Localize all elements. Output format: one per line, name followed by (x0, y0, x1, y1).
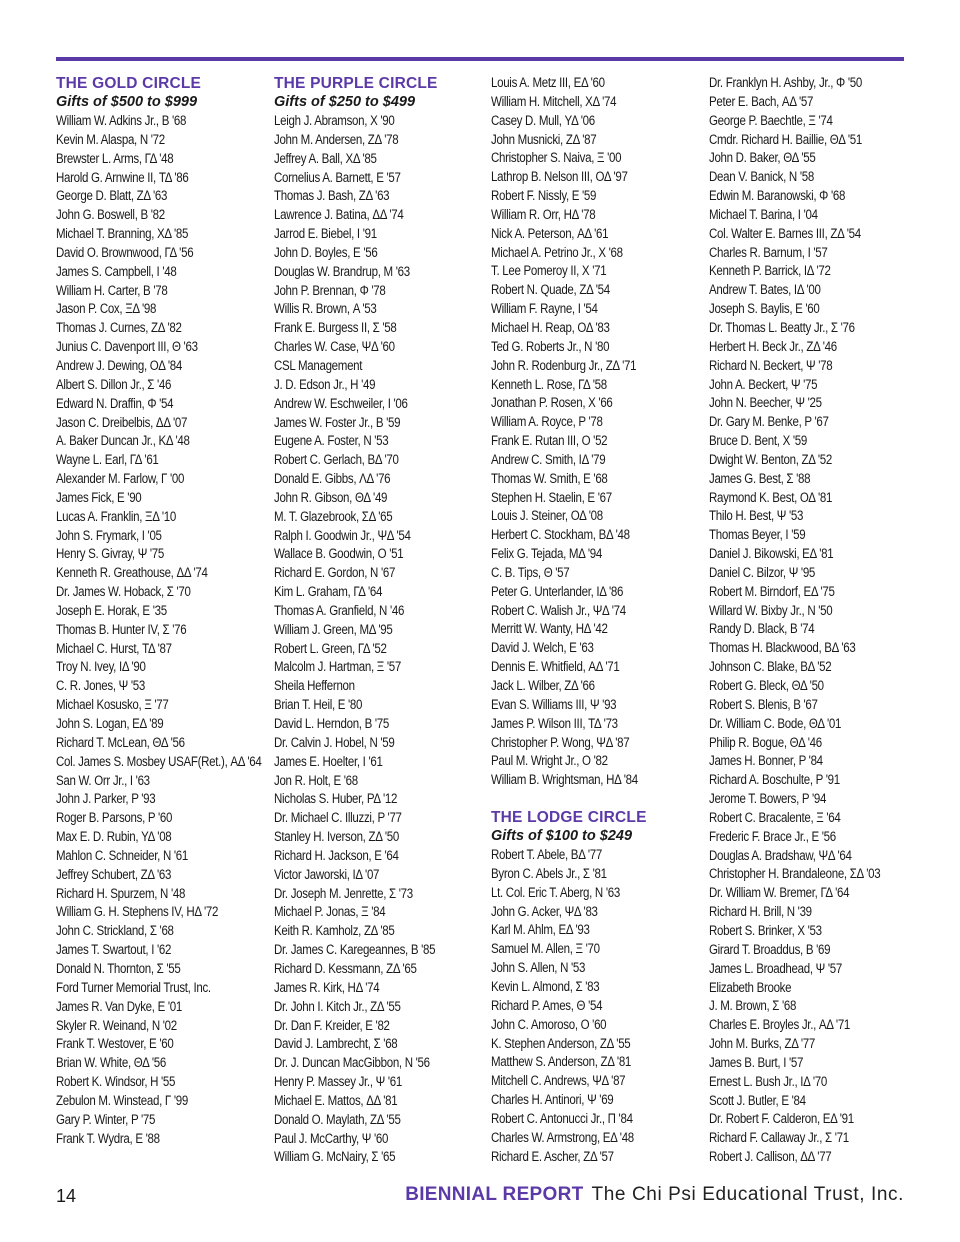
donor-name: James E. Hoelter, Ι '61 (274, 753, 383, 769)
donor-name: John S. Frymark, Ι '05 (56, 527, 162, 543)
donor-name: Frank E. Burgess II, Σ '58 (274, 320, 397, 336)
donor-name: William H. Mitchell, ΧΔ '74 (491, 93, 617, 109)
gold-circle-list (56, 112, 261, 1148)
donor-name: Elizabeth Brooke (709, 979, 792, 995)
donor-name: Jeffrey Schubert, ΖΔ '63 (56, 866, 172, 882)
donor-name: Robert C. Antonucci Jr., Π '84 (491, 1110, 633, 1126)
fourth-column (709, 74, 914, 1167)
donor-name: Dwight W. Benton, ΖΔ '52 (709, 451, 833, 467)
donor-name: Skyler R. Weinand, Ν '02 (56, 1017, 177, 1033)
gold-circle-column (56, 74, 261, 1148)
donor-name: Merritt W. Wanty, ΗΔ '42 (491, 621, 608, 637)
donor-name: Harold G. Arnwine II, ΤΔ '86 (56, 169, 189, 185)
donor-name: Brian W. White, ΘΔ '56 (56, 1055, 166, 1071)
donor-name: John M. Burks, ΖΔ '77 (709, 1036, 815, 1052)
donor-name: Paul M. Wright Jr., Ο '82 (491, 753, 608, 769)
donor-name: Robert G. Bleck, ΘΔ '50 (709, 678, 824, 693)
donor-name: William R. Orr, ΗΔ '78 (491, 206, 596, 222)
donor-name: David J. Lambrecht, Σ '68 (274, 1036, 398, 1052)
donor-name: Peter E. Bach, ΑΔ '57 (709, 93, 814, 109)
donor-name: Richard H. Jackson, Ε '64 (274, 847, 399, 863)
donor-name: Dr. J. Duncan MacGibbon, Ν '56 (274, 1055, 430, 1071)
donor-name: Richard H. Spurzem, Ν '48 (56, 885, 186, 901)
donor-name: Andrew W. Eschweiler, Ι '06 (274, 395, 408, 411)
donor-name: Thomas A. Granfield, Ν '46 (274, 602, 405, 618)
donor-name: Donald E. Gibbs, ΛΔ '76 (274, 471, 391, 487)
section-gap (491, 790, 696, 808)
donor-name: Kevin L. Almond, Σ '83 (491, 978, 600, 994)
donor-name: Brian T. Heil, Ε '80 (274, 697, 363, 713)
donor-name: J. D. Edson Jr., Η '49 (274, 376, 376, 392)
donor-name: Scott J. Butler, Ε '84 (709, 1092, 806, 1108)
donor-name: Dr. William W. Bremer, ΓΔ '64 (709, 885, 850, 901)
donor-name: James B. Burt, Ι '57 (709, 1054, 804, 1070)
donor-name: Thomas B. Hunter IV, Σ '76 (56, 621, 187, 637)
donor-name: Andrew C. Smith, ΙΔ '79 (491, 451, 606, 467)
donor-name: Johnson C. Blake, ΒΔ '52 (709, 659, 832, 675)
donor-name: James W. Foster Jr., Β '59 (274, 414, 401, 430)
donor-name: Christopher P. Wong, ΨΔ '87 (491, 734, 630, 750)
donor-name: Richard D. Kessmann, ΖΔ '65 (274, 960, 417, 976)
donor-name: Charles E. Broyles Jr., ΑΔ '71 (709, 1017, 851, 1033)
donor-name: William G. H. Stephens IV, ΗΔ '72 (56, 904, 219, 920)
lodge-circle-list-continued (709, 74, 914, 1167)
donor-name: Thilo H. Best, Ψ '53 (709, 508, 804, 524)
donor-name: Stephen H. Staelin, Ε '67 (491, 489, 612, 505)
gold-circle-subtitle: Gifts of $500 to $999 (56, 94, 198, 110)
donor-name: Richard P. Ames, Θ '54 (491, 997, 603, 1013)
donor-name: Edwin M. Baranowski, Φ '68 (709, 188, 846, 204)
donor-name: James L. Broadhead, Ψ '57 (709, 960, 842, 976)
donor-name: Roger B. Parsons, Ρ '60 (56, 810, 173, 826)
donor-name: Felix G. Tejada, ΜΔ '94 (491, 546, 602, 562)
donor-name: Randy D. Black, Β '74 (709, 621, 815, 637)
donor-name: Dr. James W. Hoback, Σ '70 (56, 584, 191, 600)
donor-name: George P. Baechtle, Ξ '74 (709, 112, 833, 128)
donor-name: Kenneth L. Rose, ΓΔ '58 (491, 376, 607, 392)
lodge-circle-subtitle: Gifts of $100 to $249 (491, 828, 633, 845)
donor-name: Col. Walter E. Barnes III, ΖΔ '54 (709, 225, 861, 241)
donor-name: M. T. Glazebrook, ΣΔ '65 (274, 508, 393, 524)
donor-name: T. Lee Pomeroy II, Χ '71 (491, 263, 607, 279)
donor-name: William H. Carter, Β '78 (56, 282, 168, 298)
donor-name: Cmdr. Richard H. Baillie, ΘΔ '51 (709, 131, 863, 147)
donor-name: Stanley H. Iverson, ΖΔ '50 (274, 829, 399, 845)
donor-name: William W. Adkins Jr., Β '68 (56, 113, 187, 128)
donor-name: Richard T. McLean, ΘΔ '56 (56, 734, 185, 750)
donor-name: Thomas Beyer, Ι '59 (709, 527, 806, 543)
donor-name: Andrew T. Bates, ΙΔ '00 (709, 282, 821, 298)
donor-name: Bruce D. Bent, Χ '59 (709, 433, 807, 449)
donor-name: Robert C. Bracalente, Ξ '64 (709, 809, 841, 825)
donor-name: Dr. William C. Bode, ΘΔ '01 (709, 715, 842, 731)
donor-name: San W. Orr Jr., Ι '63 (56, 772, 150, 788)
donor-name: J. M. Brown, Σ '68 (709, 998, 797, 1014)
donor-name: William J. Green, ΜΔ '95 (274, 621, 393, 637)
donor-name: Wayne L. Earl, ΓΔ '61 (56, 452, 159, 468)
donor-name: Robert C. Gerlach, ΒΔ '70 (274, 452, 399, 468)
donor-name: Max E. D. Rubin, ΥΔ '08 (56, 829, 172, 845)
donor-name: Frank T. Westover, Ε '60 (56, 1036, 174, 1052)
donor-name: Willis R. Brown, Α '53 (274, 301, 377, 317)
donor-name: Malcolm J. Hartman, Ξ '57 (274, 659, 401, 675)
donor-name: Dr. Thomas L. Beatty Jr., Σ '76 (709, 319, 855, 335)
donor-name: Frederic F. Brace Jr., Ε '56 (709, 828, 836, 844)
donor-name: Dr. John I. Kitch Jr., ΖΔ '55 (274, 998, 401, 1014)
donor-name: Dr. Robert F. Calderon, ΕΔ '91 (709, 1111, 854, 1127)
page-number: 14 (56, 1186, 77, 1206)
donor-name: Dr. Gary M. Benke, Ρ '67 (709, 414, 829, 430)
donor-name: Lt. Col. Eric T. Aberg, Ν '63 (491, 884, 620, 900)
donor-name: Nicholas S. Huber, ΡΔ '12 (274, 791, 398, 807)
donor-name: Casey D. Mull, ΥΔ '06 (491, 112, 595, 128)
donor-name: Wallace B. Goodwin, Ο '51 (274, 546, 404, 562)
donor-name: Alexander M. Farlow, Γ '00 (56, 471, 185, 487)
donor-name: Richard A. Boschulte, Ρ '91 (709, 772, 840, 788)
donor-name: Andrew J. Dewing, ΟΔ '84 (56, 357, 182, 373)
donor-name: John C. Strickland, Σ '68 (56, 923, 174, 939)
donor-name: Paul J. McCarthy, Ψ '60 (274, 1130, 389, 1146)
donor-name: Daniel J. Bikowski, ΕΔ '81 (709, 546, 834, 562)
donor-name: Henry S. Givray, Ψ '75 (56, 546, 165, 562)
donor-name: David O. Brownwood, ΓΔ '56 (56, 244, 194, 260)
donor-name: Ford Turner Memorial Trust, Inc. (56, 979, 211, 995)
donor-name: Byron C. Abels Jr., Σ '81 (491, 865, 607, 881)
donor-name: Thomas J. Curnes, ΖΔ '82 (56, 320, 182, 336)
donor-name: Kevin M. Alaspa, Ν '72 (56, 131, 165, 147)
donor-name: Louis A. Metz III, ΕΔ '60 (491, 75, 605, 90)
donor-name: Christopher S. Naiva, Ξ '00 (491, 150, 622, 166)
donor-name: Jason P. Cox, ΞΔ '98 (56, 301, 157, 317)
donor-name: John R. Rodenburg Jr., ΖΔ '71 (491, 357, 637, 373)
donor-name: Joseph E. Horak, Ε '35 (56, 602, 167, 618)
donor-name: Robert J. Callison, ΔΔ '77 (709, 1149, 832, 1165)
donor-name: Thomas J. Bash, ΖΔ '63 (274, 188, 390, 204)
donor-name: Douglas A. Bradshaw, ΨΔ '64 (709, 847, 852, 863)
donor-name: John G. Boswell, Β '82 (56, 207, 165, 223)
donor-name: John G. Acker, ΨΔ '83 (491, 903, 598, 919)
donor-name: Michael H. Reap, ΟΔ '83 (491, 319, 610, 335)
donor-name: John D. Boyles, Ε '56 (274, 244, 378, 260)
donor-name: Jason C. Dreibelbis, ΔΔ '07 (56, 414, 188, 430)
donor-name: Samuel M. Allen, Ξ '70 (491, 941, 600, 957)
donor-name: A. Baker Duncan Jr., ΚΔ '48 (56, 433, 190, 449)
donor-name: Charles W. Armstrong, ΕΔ '48 (491, 1129, 634, 1145)
donor-name: Philip R. Bogue, ΘΔ '46 (709, 734, 822, 750)
donor-name: Charles W. Case, ΨΔ '60 (274, 339, 395, 355)
donor-name: David L. Herndon, Β '75 (274, 716, 389, 731)
donor-name: Leigh J. Abramson, Χ '90 (274, 113, 395, 128)
donor-name: Junius C. Davenport III, Θ '63 (56, 339, 198, 355)
donor-name: Lucas A. Franklin, ΞΔ '10 (56, 508, 176, 524)
donor-name: William A. Royce, Ρ '78 (491, 414, 603, 430)
donor-name: John N. Beecher, Ψ '25 (709, 395, 822, 411)
donor-name: Donald N. Thornton, Σ '55 (56, 960, 181, 976)
donor-name: C. B. Tips, Θ '57 (491, 564, 570, 580)
donor-name: Dr. Dan F. Kreider, Ε '82 (274, 1017, 390, 1033)
donor-name: Louis J. Steiner, ΟΔ '08 (491, 508, 603, 524)
donor-name: George D. Blatt, ΖΔ '63 (56, 188, 168, 204)
donor-name: Jarrod E. Biebel, Ι '91 (274, 226, 377, 242)
donor-name: C. R. Jones, Ψ '53 (56, 678, 145, 694)
footer-title (405, 1184, 904, 1206)
donor-name: John M. Andersen, ΖΔ '78 (274, 131, 399, 147)
donor-name: John C. Amoroso, Ο '60 (491, 1016, 607, 1032)
donor-name: John J. Parker, Ρ '93 (56, 791, 156, 807)
donor-name: Kim L. Graham, ΓΔ '64 (274, 584, 383, 600)
donor-name: John D. Baker, ΘΔ '55 (709, 150, 816, 166)
donor-name: Dean V. Banick, Ν '58 (709, 169, 814, 185)
donor-name: Robert N. Quade, ΖΔ '54 (491, 282, 610, 298)
donor-name: Michael P. Jonas, Ξ '84 (274, 904, 386, 920)
donor-name: Sheila Heffernon (274, 678, 355, 694)
donor-name: Matthew S. Anderson, ΖΔ '81 (491, 1054, 632, 1070)
donor-name: Peter G. Unterlander, ΙΔ '86 (491, 583, 624, 599)
donor-name: Herbert H. Beck Jr., ΖΔ '46 (709, 338, 837, 354)
donor-name: Jack L. Wilber, ΖΔ '66 (491, 678, 595, 693)
donor-name: Kenneth R. Greathouse, ΔΔ '74 (56, 565, 208, 581)
donor-name: Albert S. Dillon Jr., Σ '46 (56, 376, 172, 392)
donor-name: Robert M. Birndorf, ΕΔ '75 (709, 583, 835, 599)
donor-name: David J. Welch, Ε '63 (491, 640, 594, 656)
footer-organization: The Chi Psi Educational Trust, Inc. (591, 1184, 904, 1205)
donor-name: Frank T. Wydra, Ε '88 (56, 1130, 160, 1146)
donor-name: Dennis E. Whitfield, ΑΔ '71 (491, 659, 620, 675)
donor-name: Mahlon C. Schneider, Ν '61 (56, 847, 189, 863)
donor-name: Raymond K. Best, ΟΔ '81 (709, 489, 833, 505)
donor-name: John A. Beckert, Ψ '75 (709, 376, 818, 392)
donor-name: Evan S. Williams III, Ψ '93 (491, 696, 617, 712)
donor-name: Robert T. Abele, ΒΔ '77 (491, 847, 602, 863)
donor-name: William B. Wrightsman, ΗΔ '84 (491, 772, 638, 788)
donor-name: CSL Management (274, 357, 363, 373)
donor-name: Michael E. Mattos, ΔΔ '81 (274, 1092, 398, 1108)
donor-name: Robert K. Windsor, Η '55 (56, 1074, 176, 1090)
donor-name: John S. Allen, Ν '53 (491, 960, 586, 976)
donor-name: Victor Jaworski, ΙΔ '07 (274, 866, 380, 882)
donor-name: Zebulon M. Winstead, Γ '99 (56, 1092, 188, 1108)
donor-name: Girard T. Broaddus, Β '69 (709, 941, 831, 957)
purple-circle-column (274, 74, 479, 1167)
donor-name: Mitchell C. Andrews, ΨΔ '87 (491, 1073, 626, 1089)
donor-name: Herbert C. Stockham, ΒΔ '48 (491, 527, 630, 543)
donor-name: Thomas H. Blackwood, ΒΔ '63 (709, 640, 856, 656)
donor-name: Richard E. Ascher, ΖΔ '57 (491, 1148, 614, 1164)
donor-name: James S. Campbell, Ι '48 (56, 263, 177, 279)
donor-name: Richard F. Callaway Jr., Σ '71 (709, 1130, 849, 1146)
donor-name: Charles H. Antinori, Ψ '69 (491, 1092, 614, 1108)
donor-name: Charles R. Barnum, Ι '57 (709, 244, 828, 260)
donor-name: Frank E. Rutan III, Ο '52 (491, 433, 608, 449)
donor-name: Christopher H. Brandaleone, ΣΔ '03 (709, 866, 881, 882)
donor-name: K. Stephen Anderson, ΖΔ '55 (491, 1035, 631, 1051)
donor-name: John S. Logan, ΕΔ '89 (56, 716, 164, 731)
donor-name: Thomas W. Smith, Ε '68 (491, 470, 608, 486)
donor-name: Robert F. Nissly, Ε '59 (491, 188, 597, 204)
donor-name: Robert L. Green, ΓΔ '52 (274, 640, 387, 656)
donor-name: Kenneth P. Barrick, ΙΔ '72 (709, 263, 831, 279)
donor-name: Joseph S. Baylis, Ε '60 (709, 301, 820, 317)
donor-name: Dr. James C. Karegeannes, Β '85 (274, 942, 436, 958)
donor-name: Ernest L. Bush Jr., ΙΔ '70 (709, 1073, 827, 1089)
donor-name: James R. Kirk, ΗΔ '74 (274, 979, 380, 995)
donor-name: Jerome T. Bowers, Ρ '94 (709, 791, 827, 807)
donor-name: Col. James S. Mosbey USAF(Ret.), ΑΔ '64 (56, 753, 262, 769)
donor-name: James G. Best, Σ '88 (709, 470, 811, 486)
donor-name: Daniel C. Bilzor, Ψ '95 (709, 564, 816, 580)
donor-name: Robert C. Walish Jr., ΨΔ '74 (491, 602, 626, 618)
donor-name: Richard E. Gordon, Ν '67 (274, 565, 396, 581)
donor-name: Willard W. Bixby Jr., Ν '50 (709, 602, 833, 618)
donor-name: Dr. Joseph M. Jenrette, Σ '73 (274, 885, 413, 901)
donor-name: Edward N. Draffin, Φ '54 (56, 395, 174, 411)
donor-name: Dr. Franklyn H. Ashby, Jr., Φ '50 (709, 75, 862, 90)
donor-name: Michael T. Barina, Ι '04 (709, 206, 818, 222)
top-rule (56, 57, 904, 61)
lodge-circle-heading: THE LODGE CIRCLE (491, 809, 647, 827)
purple-circle-list-continued (491, 74, 696, 790)
donor-name: Robert S. Brinker, Χ '53 (709, 922, 822, 938)
donor-name: James R. Van Dyke, Ε '01 (56, 998, 182, 1014)
donor-name: Michael T. Branning, ΧΔ '85 (56, 226, 189, 242)
donor-name: Ted G. Roberts Jr., Ν '80 (491, 338, 610, 354)
donor-name: William G. McNairy, Σ '65 (274, 1149, 396, 1165)
donor-name: John Musnicki, ΖΔ '87 (491, 131, 597, 147)
donor-name: Nick A. Peterson, ΑΔ '61 (491, 225, 609, 241)
third-column (491, 74, 696, 1166)
donor-name: Douglas W. Brandrup, Μ '63 (274, 263, 410, 279)
donor-name: James T. Swartout, Ι '62 (56, 942, 172, 958)
gold-circle-heading: THE GOLD CIRCLE (56, 75, 202, 92)
donor-name: Brewster L. Arms, ΓΔ '48 (56, 150, 174, 166)
donor-name: Richard H. Brill, Ν '39 (709, 904, 812, 920)
donor-name: Lathrop B. Nelson III, ΟΔ '97 (491, 169, 628, 185)
donor-name: Cornelius A. Barnett, Ε '57 (274, 169, 401, 185)
donor-name: Donald O. Maylath, ΖΔ '55 (274, 1111, 401, 1127)
donor-name: Lawrence J. Batina, ΔΔ '74 (274, 207, 404, 223)
donor-name: Karl M. Ahlm, ΕΔ '93 (491, 922, 590, 938)
donor-name: Robert S. Blenis, Β '67 (709, 696, 818, 712)
donor-name: Gary P. Winter, Ρ '75 (56, 1111, 156, 1127)
donor-name: James Fick, Ε '90 (56, 489, 142, 505)
purple-circle-heading: THE PURPLE CIRCLE (274, 75, 438, 92)
lodge-circle-list (491, 846, 696, 1166)
donor-name: Richard N. Beckert, Ψ '78 (709, 357, 833, 373)
donor-name: Henry P. Massey Jr., Ψ '61 (274, 1074, 402, 1090)
donor-name: Michael A. Petrino Jr., Χ '68 (491, 244, 623, 260)
donor-name: Dr. Michael C. Illuzzi, Ρ '77 (274, 810, 402, 826)
purple-circle-subtitle: Gifts of $250 to $499 (274, 94, 416, 110)
footer-report-label: BIENNIAL REPORT (405, 1184, 584, 1205)
donor-name: Eugene A. Foster, Ν '53 (274, 433, 389, 449)
purple-circle-list (274, 112, 479, 1167)
donor-name: James P. Wilson III, ΤΔ '73 (491, 715, 618, 731)
donor-name: Michael Kosusko, Ξ '77 (56, 697, 169, 713)
donor-name: Michael C. Hurst, ΤΔ '87 (56, 640, 172, 656)
donor-name: Jeffrey A. Ball, ΧΔ '85 (274, 150, 377, 166)
donor-name: John R. Gibson, ΘΔ '49 (274, 489, 388, 505)
donor-name: Dr. Calvin J. Hobel, Ν '59 (274, 734, 395, 750)
donor-name: Keith R. Kamholz, ΖΔ '85 (274, 923, 395, 939)
donor-name: James H. Bonner, Ρ '84 (709, 753, 823, 769)
donor-name: Ralph I. Goodwin Jr., ΨΔ '54 (274, 527, 411, 543)
donor-name: Jonathan P. Rosen, Χ '66 (491, 395, 613, 411)
donor-name: Troy N. Ivey, ΙΔ '90 (56, 659, 146, 675)
donor-name: John P. Brennan, Φ '78 (274, 282, 386, 298)
donor-name: William F. Rayne, Ι '54 (491, 301, 598, 317)
donor-name: Jon R. Holt, Ε '68 (274, 772, 358, 788)
